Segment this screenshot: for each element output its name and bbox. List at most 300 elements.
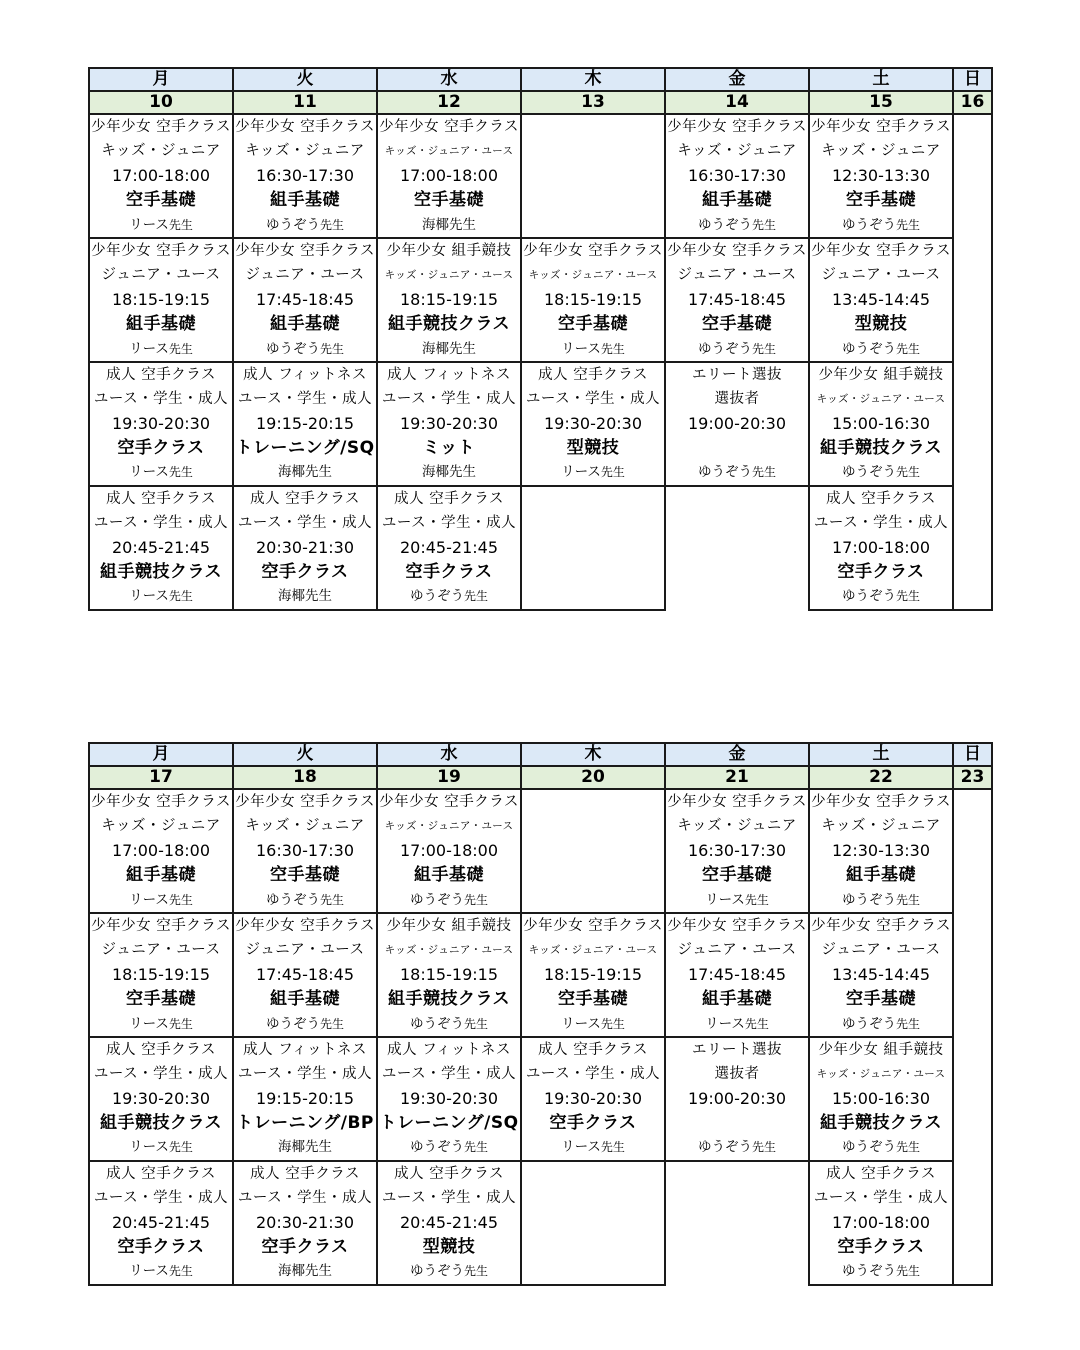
teacher: ゆうぞう [265,216,320,233]
weekday-header: 木 [521,68,665,91]
date-header: 16 [953,91,992,114]
teacher-name [522,460,664,484]
class-slot [233,913,377,1037]
class-category: 少年少女 組手競技 [818,366,944,383]
class-name: 組手基礎 [702,190,772,211]
class-level: キッズ・ジュニア [821,143,941,160]
class-time: 16:30-17:30 [256,165,354,185]
teacher: ゆうぞう [265,891,320,908]
class-slot [809,362,953,486]
weekday-header: 火 [233,743,377,766]
class-name: 空手クラス [261,562,349,583]
empty-slot [953,114,992,238]
teacher: リース [129,216,169,233]
class-time: 15:00-16:30 [832,1088,930,1108]
date-header-row [89,91,992,114]
class-name: トレーニング/SQ [379,1113,519,1134]
class-name: 空手基礎 [846,989,916,1010]
class-name: 組手基礎 [126,314,196,335]
class-level: ジュニア・ユース [677,942,797,959]
class-slot [809,114,953,238]
empty-slot [953,486,992,610]
class-slot [665,238,809,362]
teacher-suffix: 先生 [168,341,193,356]
class-time: 15:00-16:30 [832,413,930,433]
class-name: 組手基礎 [414,865,484,886]
class-slot [89,1037,233,1161]
class-category: 成人 フィットネス [243,1041,367,1058]
class-level: キッズ・ジュニア・ユース [816,1068,946,1081]
teacher-suffix: 先生 [751,341,776,356]
weekday-header: 水 [377,743,521,766]
class-time: 19:00-20:30 [688,1088,786,1108]
class-category: 少年少女 空手クラス [667,119,807,135]
teacher-name [234,1012,376,1036]
weekday-header: 土 [809,743,953,766]
class-category: 成人 空手クラス [250,490,360,507]
class-name: 空手基礎 [846,190,916,211]
class-level: ユース・学生・成人 [93,1066,229,1083]
teacher-suffix: 先生 [600,1140,625,1155]
date-header: 22 [809,766,953,789]
teacher: リース [129,1015,169,1032]
empty-slot [521,1161,665,1285]
date-header: 12 [377,91,521,114]
class-time: 17:00-18:00 [832,1212,930,1232]
time-slot-row [89,114,992,238]
class-level: ユース・学生・成人 [93,1190,229,1207]
class-name: 空手基礎 [702,314,772,335]
class-category: 少年少女 空手クラス [523,242,663,259]
class-slot [377,1037,521,1161]
class-level: キッズ・ジュニア・ユース [528,269,658,282]
teacher-name [90,460,232,484]
teacher-suffix: 先生 [168,465,193,480]
class-name: 組手基礎 [270,190,340,211]
teacher: リース [561,340,601,357]
teacher-name [234,337,376,361]
teacher-suffix: 先生 [600,465,625,480]
class-name: 組手基礎 [270,314,340,335]
teacher-name [378,888,520,912]
class-name: トレーニング/BP [236,1113,374,1134]
class-level: ユース・学生・成人 [237,515,373,532]
teacher: 海椰先生 [278,588,332,605]
teacher-name [234,1259,376,1283]
teacher-suffix: 先生 [895,1016,920,1031]
teacher: ゆうぞう [841,216,896,233]
teacher-suffix: 先生 [463,892,488,907]
class-slot [377,362,521,486]
date-header: 11 [233,91,377,114]
weekday-header: 月 [89,68,233,91]
class-level: ユース・学生・成人 [525,1066,661,1083]
class-time: 20:45-21:45 [400,1212,498,1232]
teacher-suffix: 先生 [751,1140,776,1155]
teacher-suffix: 先生 [751,465,776,480]
class-level: ユース・学生・成人 [237,391,373,408]
class-time: 17:00-18:00 [112,840,210,860]
class-level: ユース・学生・成人 [237,1066,373,1083]
teacher-suffix: 先生 [168,1140,193,1155]
date-header: 19 [377,766,521,789]
teacher-suffix: 先生 [895,465,920,480]
week-schedule-table [88,742,993,1286]
teacher: 海椰先生 [278,464,332,481]
weekday-header: 火 [233,68,377,91]
teacher-suffix: 先生 [463,589,488,604]
teacher-suffix: 先生 [168,892,193,907]
class-name: 空手クラス [837,562,925,583]
teacher: ゆうぞう [409,891,464,908]
date-header: 10 [89,91,233,114]
class-time: 19:15-20:15 [256,413,354,433]
class-name: トレーニング/SQ [235,438,375,459]
class-slot [521,913,665,1037]
teacher: ゆうぞう [697,340,752,357]
weekday-header: 木 [521,743,665,766]
class-name: 型競技 [566,438,620,459]
class-slot [89,362,233,486]
teacher-suffix: 先生 [463,1140,488,1155]
class-name: 型競技 [854,314,908,335]
teacher-suffix: 先生 [319,341,344,356]
class-category: 成人 フィットネス [243,366,367,383]
teacher-name [234,1135,376,1159]
class-name: 組手競技クラス [820,1113,942,1134]
class-time: 16:30-17:30 [256,840,354,860]
class-name: 組手競技クラス [820,438,942,459]
class-time: 19:30-20:30 [112,413,210,433]
class-slot [89,238,233,362]
date-header: 15 [809,91,953,114]
teacher: ゆうぞう [841,1139,896,1156]
class-slot [377,1161,521,1285]
class-name: 組手競技クラス [388,989,510,1010]
class-slot [377,913,521,1037]
teacher-name [810,337,952,361]
class-category: 少年少女 空手クラス [91,917,231,934]
class-time: 19:30-20:30 [544,413,642,433]
class-name: 空手クラス [405,562,493,583]
teacher-suffix: 先生 [600,341,625,356]
class-time: 16:30-17:30 [688,165,786,185]
class-category: 少年少女 空手クラス [235,242,375,259]
class-category: 少年少女 空手クラス [523,917,663,934]
teacher-name [234,460,376,484]
class-slot [233,114,377,238]
teacher-suffix: 先生 [463,1016,488,1031]
class-slot [233,238,377,362]
empty-slot [953,1037,992,1161]
teacher-suffix: 先生 [895,892,920,907]
teacher-suffix: 先生 [895,589,920,604]
teacher-name [90,1135,232,1159]
empty-slot [953,789,992,913]
class-level: キッズ・ジュニア・ユース [384,944,514,957]
weekday-header: 水 [377,68,521,91]
teacher: 海椰先生 [422,340,476,357]
class-level: ユース・学生・成人 [93,515,229,532]
class-slot [233,486,377,610]
date-header: 20 [521,766,665,789]
empty-slot [521,114,665,238]
teacher: リース [705,891,745,908]
class-category: 少年少女 空手クラス [91,794,231,810]
class-name: 空手基礎 [126,190,196,211]
teacher-name [666,1012,808,1036]
class-slot [377,114,521,238]
class-level: キッズ・ジュニア [677,143,797,160]
class-slot [233,362,377,486]
class-slot [89,1161,233,1285]
class-name: 組手基礎 [702,989,772,1010]
class-level: キッズ・ジュニア・ユース [528,944,658,957]
class-level: ユース・学生・成人 [381,1190,517,1207]
class-name: 空手クラス [117,1237,205,1258]
class-level: ユース・学生・成人 [381,391,517,408]
teacher-suffix: 先生 [895,1140,920,1155]
teacher: ゆうぞう [841,891,896,908]
weekday-header: 日 [953,68,992,91]
class-slot [521,238,665,362]
class-name: 空手クラス [261,1237,349,1258]
class-time: 20:45-21:45 [400,537,498,557]
class-category: 成人 空手クラス [106,1165,216,1182]
class-slot [665,362,809,486]
class-level: ユース・学生・成人 [237,1190,373,1207]
time-slot-row [89,1037,992,1161]
teacher-name [378,337,520,361]
class-time: 16:30-17:30 [688,840,786,860]
teacher-name [522,1135,664,1159]
class-time: 20:45-21:45 [112,1212,210,1232]
teacher: ゆうぞう [409,588,464,605]
time-slot-row [89,238,992,362]
class-level: ジュニア・ユース [245,942,365,959]
weekday-header: 月 [89,743,233,766]
class-level: キッズ・ジュニア・ユース [384,145,514,158]
class-slot [89,486,233,610]
teacher: ゆうぞう [841,588,896,605]
class-category: 少年少女 空手クラス [235,794,375,810]
class-level: ジュニア・ユース [677,267,797,284]
class-time: 17:45-18:45 [256,289,354,309]
teacher-name [666,1135,808,1159]
class-category: 少年少女 空手クラス [667,917,807,934]
class-time: 19:00-20:30 [688,413,786,433]
class-category: 成人 空手クラス [106,366,216,383]
class-name: 組手基礎 [126,865,196,886]
teacher-name [378,1135,520,1159]
class-slot [521,362,665,486]
teacher-name [810,1135,952,1159]
teacher-suffix: 先生 [319,1016,344,1031]
class-slot [809,789,953,913]
teacher: ゆうぞう [409,1139,464,1156]
teacher: ゆうぞう [697,1139,752,1156]
class-category: 少年少女 空手クラス [379,794,519,810]
class-category: 成人 フィットネス [387,1041,511,1058]
class-time: 12:30-13:30 [832,840,930,860]
teacher-name [378,1012,520,1036]
class-level: ジュニア・ユース [101,942,221,959]
class-category: 成人 空手クラス [106,490,216,507]
time-slot-row [89,913,992,1037]
teacher: 海椰先生 [422,216,476,233]
teacher: ゆうぞう [841,464,896,481]
date-header-row [89,766,992,789]
teacher-suffix: 先生 [744,892,769,907]
class-name: 組手基礎 [846,865,916,886]
class-level: キッズ・ジュニア [677,818,797,835]
teacher: リース [129,464,169,481]
teacher: リース [129,588,169,605]
class-level: 選抜者 [714,1066,760,1083]
teacher-name [90,337,232,361]
teacher-name [666,888,808,912]
weekday-header-row [89,743,992,766]
class-slot [809,1037,953,1161]
class-category: 少年少女 空手クラス [811,119,951,135]
class-time: 19:15-20:15 [256,1088,354,1108]
weekday-header: 金 [665,743,809,766]
class-time: 20:30-21:30 [256,537,354,557]
teacher-name [378,460,520,484]
empty-slot [953,1161,992,1285]
class-category: 少年少女 空手クラス [667,242,807,259]
class-time: 17:00-18:00 [112,165,210,185]
week-schedule-table [88,67,993,611]
class-level: キッズ・ジュニア [101,143,221,160]
class-time: 17:00-18:00 [400,840,498,860]
class-name: 空手基礎 [414,190,484,211]
class-category: 成人 空手クラス [538,1041,648,1058]
class-time: 19:30-20:30 [400,1088,498,1108]
teacher: ゆうぞう [841,1015,896,1032]
teacher-name [522,1012,664,1036]
teacher-name [234,888,376,912]
empty-slot [953,913,992,1037]
class-time: 18:15-19:15 [112,964,210,984]
teacher-suffix: 先生 [751,217,776,232]
teacher: ゆうぞう [265,1015,320,1032]
teacher-suffix: 先生 [744,1016,769,1031]
class-level: 選抜者 [714,391,760,408]
time-slot-row [89,789,992,913]
class-level: キッズ・ジュニア・ユース [384,269,514,282]
class-slot [233,1037,377,1161]
class-level: キッズ・ジュニア [245,818,365,835]
class-category: 少年少女 空手クラス [811,917,951,934]
teacher-name [666,460,808,484]
class-name: 組手競技クラス [100,1113,222,1134]
class-name: 空手基礎 [558,989,628,1010]
teacher-suffix: 先生 [319,892,344,907]
class-time: 17:45-18:45 [256,964,354,984]
class-category: 少年少女 空手クラス [379,119,519,135]
class-category: 少年少女 空手クラス [235,917,375,934]
date-header: 14 [665,91,809,114]
teacher-name [666,213,808,237]
date-header: 17 [89,766,233,789]
teacher-name [90,888,232,912]
teacher-name [810,1012,952,1036]
class-slot [665,789,809,913]
class-slot [377,789,521,913]
teacher: リース [561,1139,601,1156]
class-slot [89,913,233,1037]
weekday-header: 金 [665,68,809,91]
class-time: 12:30-13:30 [832,165,930,185]
teacher-name [378,584,520,608]
class-category: 成人 空手クラス [394,490,504,507]
teacher-name [378,1259,520,1283]
class-slot [89,114,233,238]
class-category: 少年少女 空手クラス [811,242,951,259]
teacher: リース [561,1015,601,1032]
empty-slot [665,486,809,610]
class-name: 型競技 [422,1237,476,1258]
class-category: 少年少女 空手クラス [667,794,807,810]
teacher: リース [561,464,601,481]
teacher: リース [129,1263,169,1280]
teacher-suffix: 先生 [168,217,193,232]
teacher: リース [705,1015,745,1032]
class-level: ジュニア・ユース [821,267,941,284]
date-header: 18 [233,766,377,789]
class-time: 17:45-18:45 [688,289,786,309]
teacher: 海椰先生 [422,464,476,481]
weekday-header: 日 [953,743,992,766]
class-slot [665,1037,809,1161]
class-time: 18:15-19:15 [400,964,498,984]
teacher-name [234,584,376,608]
class-level: ジュニア・ユース [821,942,941,959]
teacher: ゆうぞう [697,464,752,481]
teacher: ゆうぞう [697,216,752,233]
class-level: ユース・学生・成人 [525,391,661,408]
class-name: 空手基礎 [702,865,772,886]
class-level: キッズ・ジュニア [821,818,941,835]
date-header: 13 [521,91,665,114]
class-category: 成人 フィットネス [387,366,511,383]
teacher-name [810,213,952,237]
weekday-header-row [89,68,992,91]
class-name: 組手基礎 [270,989,340,1010]
class-time: 18:15-19:15 [544,964,642,984]
date-header: 21 [665,766,809,789]
class-time: 20:30-21:30 [256,1212,354,1232]
class-category: 成人 空手クラス [394,1165,504,1182]
class-category: エリート選抜 [692,1041,782,1058]
class-slot [521,1037,665,1161]
class-level: キッズ・ジュニア・ユース [384,820,514,833]
empty-slot [953,238,992,362]
class-slot [233,1161,377,1285]
teacher: リース [129,891,169,908]
teacher-suffix: 先生 [463,1264,488,1279]
class-time: 18:15-19:15 [544,289,642,309]
class-level: キッズ・ジュニア [245,143,365,160]
teacher-name [234,213,376,237]
class-level: キッズ・ジュニア [101,818,221,835]
class-name: 空手クラス [549,1113,637,1134]
class-category: 成人 空手クラス [538,366,648,383]
empty-slot [665,1161,809,1285]
class-time: 18:15-19:15 [112,289,210,309]
class-slot [233,789,377,913]
